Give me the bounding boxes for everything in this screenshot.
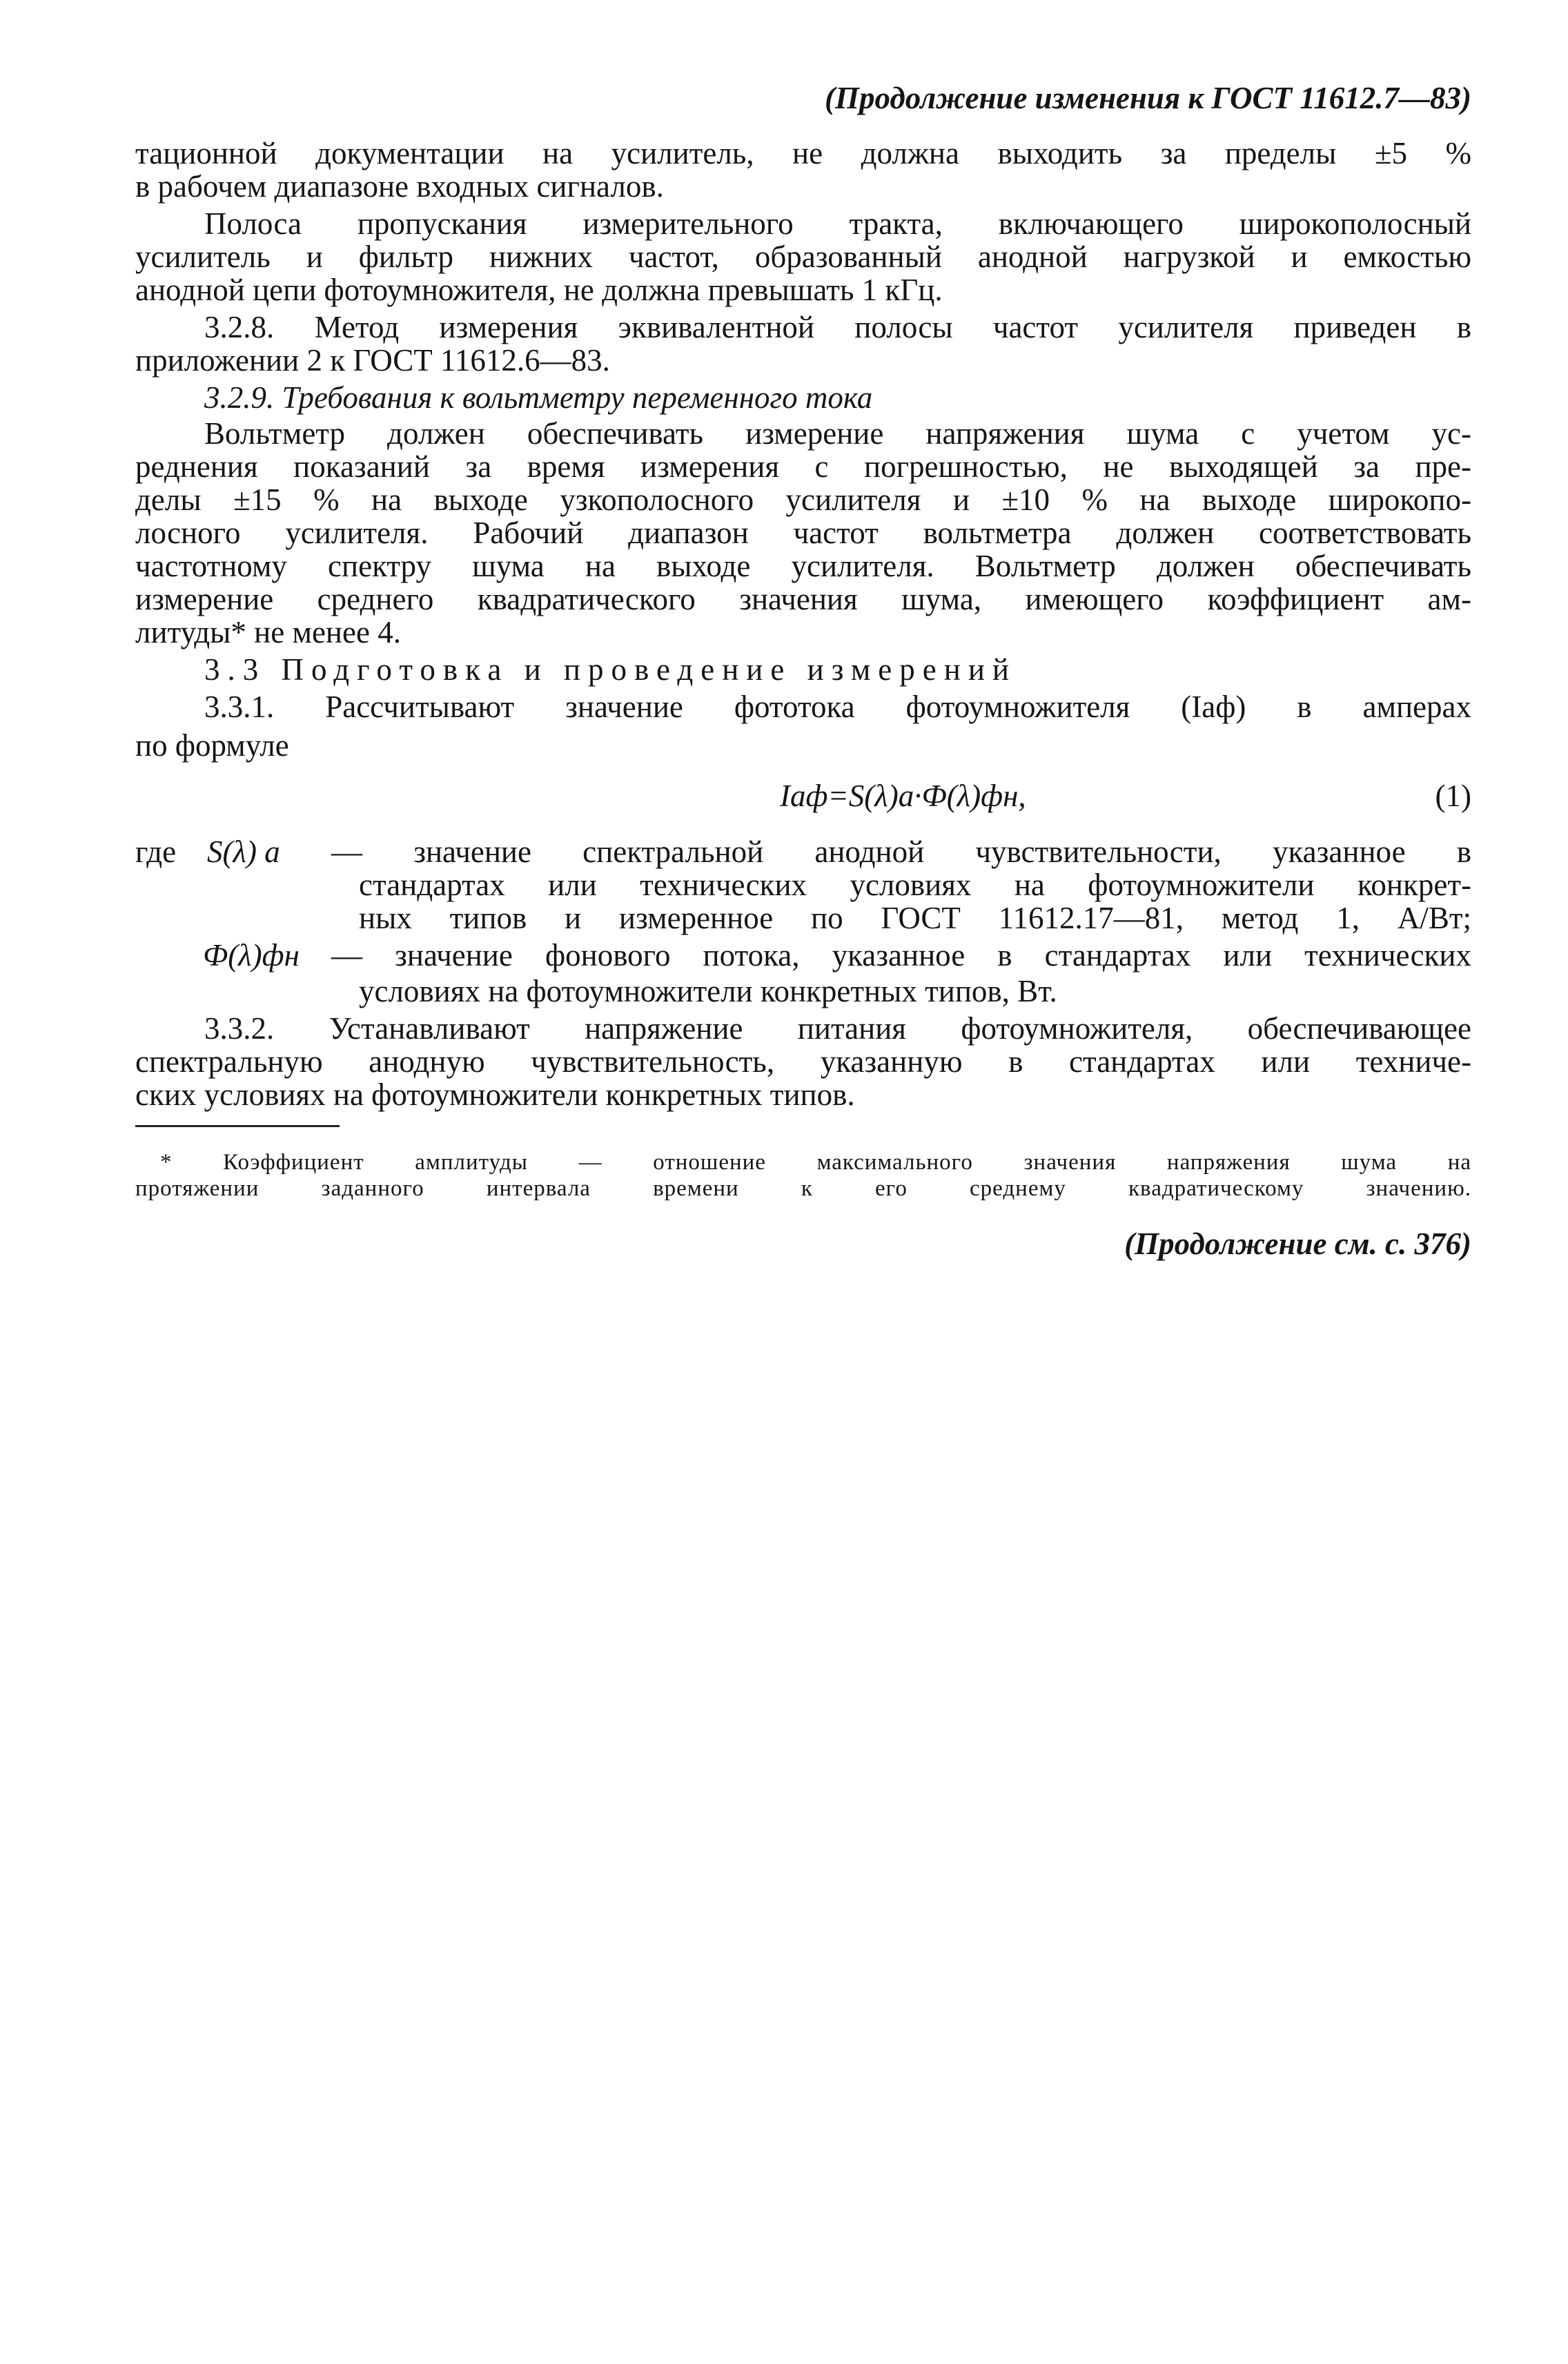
text-line: делы ±15 % на выходе узкополосного усилителя и ±10 % на выходе широкопо-: [135, 482, 1471, 517]
term-symbol: Ф(λ)фн: [203, 938, 300, 973]
term-description: стандартах или технических условиях на фотоумножители конкрет-: [359, 868, 1471, 902]
footnote-line: протяжении заданного интервала времени к его среднему квадратическому значению.: [135, 1176, 1471, 1201]
text-line: усилитель и фильтр нижних частот, образованный анодной нагрузкой и емкостью: [135, 240, 1471, 274]
text-line: измерение среднего квадратического значения шума, имеющего коэффициент ам-: [135, 582, 1471, 616]
section-title: 3.3 Подготовка и проведение измерений: [204, 652, 1017, 687]
footnote-line: * Коэффициент амплитуды — отношение максимального значения напряжения шума на: [160, 1150, 1471, 1175]
formula: Iаф=S(λ)а·Ф(λ)фн,: [780, 779, 1026, 813]
term-description: — значение спектральной анодной чувствительности, указанное в: [331, 834, 1471, 869]
text-line: спектральную анодную чувствительность, указанную в стандартах или техниче-: [135, 1044, 1471, 1079]
formula-row: [0, 779, 1471, 815]
text-line: Полоса пропускания измерительного тракта, включающего широкополосный: [204, 206, 1471, 241]
term-description: условиях на фотоумножители конкретных типов, Вт.: [359, 974, 1057, 1008]
term-description: ных типов и измеренное по ГОСТ 11612.17—81, метод 1, А/Вт;: [359, 901, 1471, 935]
text-line: приложении 2 к ГОСТ 11612.6—83.: [135, 343, 610, 378]
text-line: литуды* не менее 4.: [135, 615, 401, 649]
text-line: частотному спектру шума на выходе усилителя. Вольтметр должен обеспечивать: [135, 549, 1471, 583]
text-line: анодной цепи фотоумножителя, не должна превышать 1 кГц.: [135, 273, 943, 307]
text-line: ских условиях на фотоумножители конкретных типов.: [135, 1077, 855, 1112]
page-footer: (Продолжение см. с. 376): [1124, 1227, 1471, 1261]
text-line: в рабочем диапазоне входных сигналов.: [135, 169, 664, 204]
text-line: 3.3.2. Устанавливают напряжение питания фотоумножителя, обеспечивающее: [204, 1011, 1471, 1046]
term-symbol: S(λ) а: [207, 834, 280, 869]
text-line: Вольтметр должен обеспечивать измерение напряжения шума с учетом ус-: [204, 416, 1471, 451]
text-line: 3.3.1. Рассчитывают значение фототока фотоумножителя (Iаф) в амперах: [204, 690, 1471, 724]
page-header: (Продолжение изменения к ГОСТ 11612.7—83): [825, 81, 1471, 115]
term-description: — значение фонового потока, указанное в стандартах или технических: [331, 938, 1471, 973]
formula-number: (1): [1435, 779, 1471, 813]
text-line: тационной документации на усилитель, не должна выходить за пределы ±5 %: [135, 136, 1471, 170]
where-label: где: [135, 834, 177, 869]
footnote-divider: [135, 1125, 340, 1127]
subsection-title: 3.2.9. Требования к вольтметру переменного тока: [204, 380, 873, 415]
text-line: 3.2.8. Метод измерения эквивалентной полосы частот усилителя приведен в: [204, 310, 1471, 344]
text-line: лосного усилителя. Рабочий диапазон частот вольтметра должен соответствовать: [135, 516, 1471, 550]
text-line: реднения показаний за время измерения с погрешностью, не выходящей за пре-: [135, 449, 1471, 484]
text-line: по формуле: [135, 728, 289, 763]
